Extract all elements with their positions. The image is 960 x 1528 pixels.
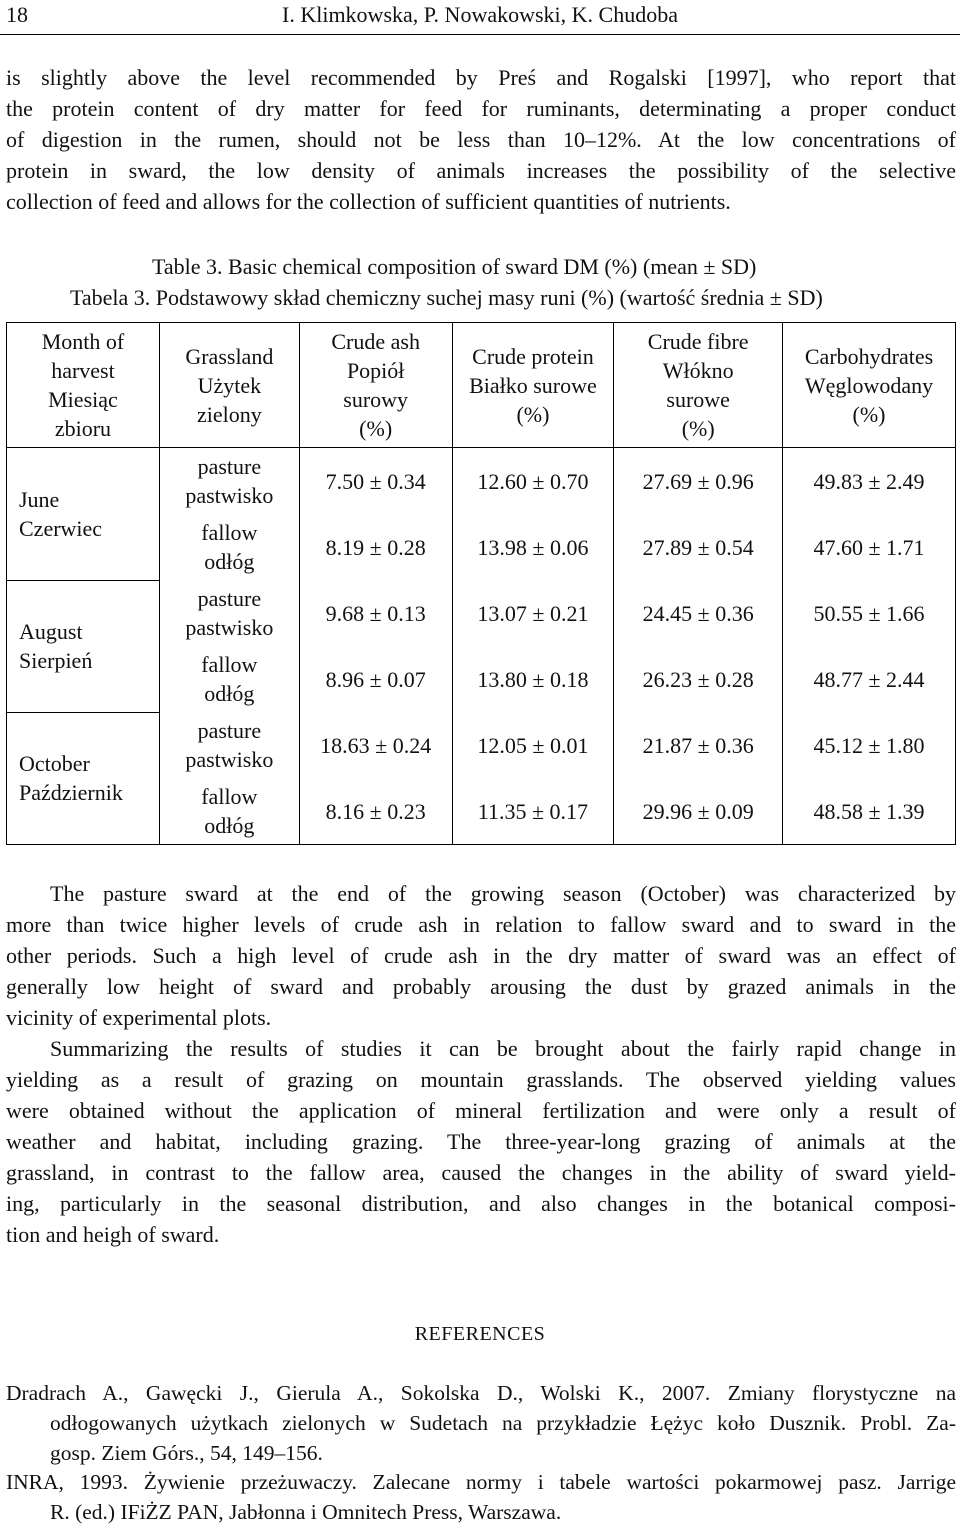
carbs-cell: 49.83 ± 2.49 bbox=[783, 448, 956, 515]
header-carbohydrates: Carbohydrates Węglowodany (%) bbox=[783, 323, 956, 448]
fibre-cell: 27.69 ± 0.96 bbox=[614, 448, 783, 515]
protein-cell: 12.60 ± 0.70 bbox=[452, 448, 614, 515]
header-rule bbox=[0, 34, 960, 35]
fibre-cell: 27.89 ± 0.54 bbox=[614, 514, 783, 580]
paragraph-1 bbox=[6, 62, 956, 217]
table-row bbox=[7, 712, 956, 778]
text-line: more than twice higher levels of crude ash in relation to fallow sward and to sward in the bbox=[6, 912, 956, 937]
page-number: 18 bbox=[6, 2, 28, 27]
table-row bbox=[7, 580, 956, 646]
text-line: Summarizing the results of studies it can be brought about the fairly rapid change in bbox=[50, 1036, 956, 1061]
grassland-cell: fallow odłóg bbox=[159, 514, 299, 580]
header-month: Month of harvest Miesiąc zbioru bbox=[7, 323, 160, 448]
text-line: the protein content of dry matter for feed for ruminants, determinating a proper conduct bbox=[6, 96, 956, 121]
carbs-cell: 45.12 ± 1.80 bbox=[783, 712, 956, 778]
text-line: protein in sward, the low density of animals increases the possibility of the selective bbox=[6, 158, 956, 183]
carbs-cell: 48.77 ± 2.44 bbox=[783, 646, 956, 712]
grassland-cell: pasture pastwisko bbox=[159, 448, 299, 515]
table-caption-en: Table 3. Basic chemical composition of sward DM (%) (mean ± SD) bbox=[152, 254, 757, 279]
carbs-cell: 48.58 ± 1.39 bbox=[783, 778, 956, 845]
text-line: other periods. Such a high level of crude ash in the dry matter of sward was an effect of bbox=[6, 943, 956, 968]
reference-line: odłogowanych użytkach zielonych w Sudetach na przykładzie Łężyc koło Dusznik. Probl. Za- bbox=[50, 1411, 956, 1435]
fibre-cell: 26.23 ± 0.28 bbox=[614, 646, 783, 712]
reference-line: R. (ed.) IFiŻZ PAN, Jabłonna i Omnitech Press, Warszawa. bbox=[50, 1500, 562, 1524]
table-caption-pl: Tabela 3. Podstawowy skład chemiczny suchej masy runi (%) (wartość średnia ± SD) bbox=[70, 285, 823, 310]
reference-line: gosp. Ziem Górs., 54, 149–156. bbox=[50, 1441, 323, 1465]
fibre-cell: 24.45 ± 0.36 bbox=[614, 580, 783, 646]
text-line: grassland, in contrast to the fallow area, caused the changes in the ability of sward yield- bbox=[6, 1160, 956, 1185]
reference-item bbox=[6, 1378, 956, 1468]
month-cell: October Październik bbox=[7, 712, 160, 845]
text-line: The pasture sward at the end of the growing season (October) was characterized by bbox=[50, 881, 956, 906]
text-line: ing, particularly in the seasonal distribution, and also changes in the botanical composi- bbox=[6, 1191, 956, 1216]
text-line: generally low height of sward and probably arousing the dust by grazed animals in the bbox=[6, 974, 956, 999]
text-line: tion and heigh of sward. bbox=[6, 1222, 220, 1247]
ash-cell: 8.96 ± 0.07 bbox=[299, 646, 452, 712]
carbs-cell: 50.55 ± 1.66 bbox=[783, 580, 956, 646]
text-line: were obtained without the application of mineral fertilization and were only a result of bbox=[6, 1098, 956, 1123]
header-crude-ash: Crude ash Popiół surowy (%) bbox=[299, 323, 452, 448]
reference-line: Dradrach A., Gawęcki J., Gierula A., Sokolska D., Wolski K., 2007. Zmiany florystyczne na bbox=[6, 1381, 956, 1405]
ash-cell: 7.50 ± 0.34 bbox=[299, 448, 452, 515]
text-line: vicinity of experimental plots. bbox=[6, 1005, 272, 1030]
table-row bbox=[7, 448, 956, 515]
header-crude-fibre: Crude fibre Włókno surowe (%) bbox=[614, 323, 783, 448]
protein-cell: 11.35 ± 0.17 bbox=[452, 778, 614, 845]
header-crude-protein: Crude protein Białko surowe (%) bbox=[452, 323, 614, 448]
references-heading: REFERENCES bbox=[414, 1323, 546, 1345]
paragraph-2 bbox=[6, 878, 956, 1033]
paragraph-3 bbox=[6, 1033, 956, 1250]
carbs-cell: 47.60 ± 1.71 bbox=[783, 514, 956, 580]
protein-cell: 12.05 ± 0.01 bbox=[452, 712, 614, 778]
grassland-cell: pasture pastwisko bbox=[159, 580, 299, 646]
protein-cell: 13.80 ± 0.18 bbox=[452, 646, 614, 712]
ash-cell: 18.63 ± 0.24 bbox=[299, 712, 452, 778]
month-cell: August Sierpień bbox=[7, 580, 160, 712]
composition-table bbox=[6, 322, 956, 845]
grassland-cell: pasture pastwisko bbox=[159, 712, 299, 778]
text-line: is slightly above the level recommended by Preś and Rogalski [1997], who report that bbox=[6, 65, 956, 90]
text-line: of digestion in the rumen, should not be less than 10–12%. At the low concentrations of bbox=[6, 127, 956, 152]
running-head: I. Klimkowska, P. Nowakowski, K. Chudoba bbox=[282, 2, 678, 27]
ash-cell: 8.16 ± 0.23 bbox=[299, 778, 452, 845]
reference-item bbox=[6, 1467, 956, 1527]
text-line: yielding as a result of grazing on mountain grasslands. The observed yielding values bbox=[6, 1067, 956, 1092]
page-header bbox=[0, 0, 960, 36]
fibre-cell: 29.96 ± 0.09 bbox=[614, 778, 783, 845]
protein-cell: 13.07 ± 0.21 bbox=[452, 580, 614, 646]
grassland-cell: fallow odłóg bbox=[159, 646, 299, 712]
ash-cell: 9.68 ± 0.13 bbox=[299, 580, 452, 646]
text-line: weather and habitat, including grazing. The three-year-long grazing of animals at the bbox=[6, 1129, 956, 1154]
protein-cell: 13.98 ± 0.06 bbox=[452, 514, 614, 580]
reference-line: INRA, 1993. Żywienie przeżuwaczy. Zalecane normy i tabele wartości pokarmowej pasz. Jarrige bbox=[6, 1470, 956, 1494]
table-header-row bbox=[7, 323, 956, 448]
grassland-cell: fallow odłóg bbox=[159, 778, 299, 845]
table-caption bbox=[0, 251, 960, 313]
fibre-cell: 21.87 ± 0.36 bbox=[614, 712, 783, 778]
header-grassland: Grassland Użytek zielony bbox=[159, 323, 299, 448]
ash-cell: 8.19 ± 0.28 bbox=[299, 514, 452, 580]
month-cell: June Czerwiec bbox=[7, 448, 160, 581]
text-line: collection of feed and allows for the collection of sufficient quantities of nutrients. bbox=[6, 189, 731, 214]
